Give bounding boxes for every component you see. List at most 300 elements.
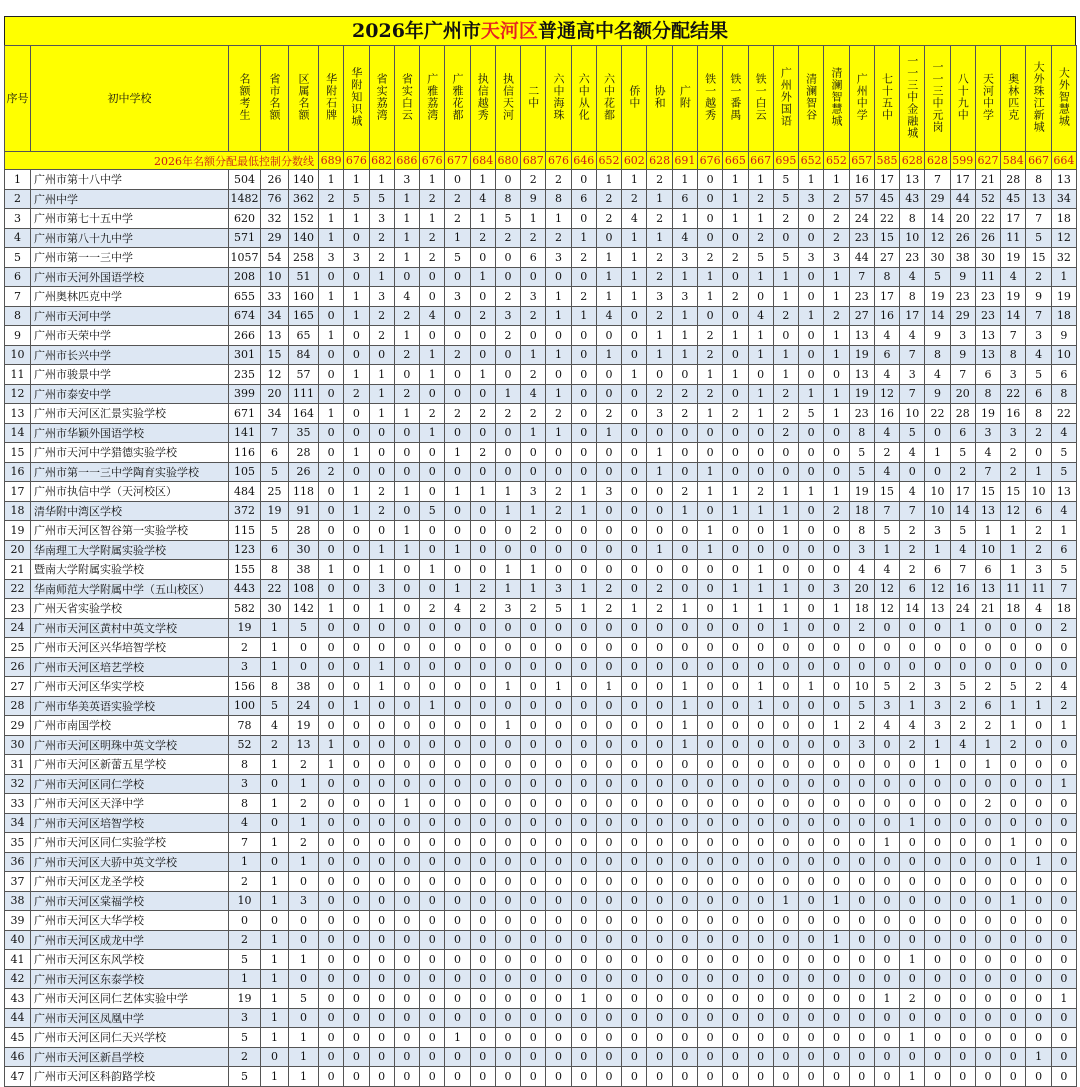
allocation-cell: 1 [1051,989,1076,1009]
allocation-cell: 0 [697,911,722,931]
min-score-cell: 646 [571,152,596,170]
allocation-cell: 4 [470,189,495,209]
allocation-cell: 0 [470,677,495,697]
allocation-cell: 0 [697,950,722,970]
allocation-cell: 0 [874,911,899,931]
row-number-cell: 11 [5,365,31,385]
allocation-cell: 0 [849,813,874,833]
allocation-cell: 0 [546,794,571,814]
min-score-cell: 665 [723,152,748,170]
district-quota-cell: 13 [289,735,319,755]
allocation-cell: 0 [1001,950,1026,970]
allocation-cell: 0 [445,501,470,521]
allocation-cell: 0 [975,638,1000,658]
allocation-cell: 0 [344,345,369,365]
allocation-cell: 1 [622,287,647,307]
allocation-cell: 1 [748,404,773,424]
allocation-cell: 0 [723,228,748,248]
allocation-cell: 0 [495,1028,520,1048]
allocation-cell: 0 [824,989,849,1009]
allocation-cell: 0 [445,560,470,580]
allocation-cell: 10 [975,540,1000,560]
allocation-cell: 0 [445,794,470,814]
min-score-cell: 686 [394,152,419,170]
allocation-cell: 0 [647,677,672,697]
allocation-cell: 0 [596,833,621,853]
allocation-cell: 0 [571,735,596,755]
allocation-cell: 0 [319,677,344,697]
allocation-cell: 23 [950,287,975,307]
allocation-cell: 0 [445,735,470,755]
allocation-cell: 0 [622,462,647,482]
quota-results-sheet [4,16,1076,1087]
allocation-cell: 8 [900,209,925,229]
allocation-cell: 3 [849,735,874,755]
allocation-cell: 2 [773,404,798,424]
allocation-cell: 0 [925,618,950,638]
allocation-cell: 0 [622,911,647,931]
allocation-cell: 0 [799,618,824,638]
allocation-cell: 0 [799,852,824,872]
school-name-cell: 广州市天河区明珠中英文学校 [31,735,229,755]
header-school-col: 广附 [672,46,697,152]
allocation-cell: 7 [900,384,925,404]
allocation-cell: 2 [596,209,621,229]
district-quota-cell: 140 [289,228,319,248]
allocation-cell: 2 [470,306,495,326]
allocation-cell: 0 [394,930,419,950]
allocation-cell: 0 [773,911,798,931]
allocation-cell: 3 [1026,560,1051,580]
allocation-cell: 0 [647,911,672,931]
allocation-cell: 0 [521,833,546,853]
row-number-cell: 14 [5,423,31,443]
allocation-cell: 4 [874,365,899,385]
allocation-cell: 0 [672,813,697,833]
allocation-cell: 0 [369,872,394,892]
allocation-cell: 0 [874,813,899,833]
allocation-cell: 4 [1051,423,1076,443]
allocation-cell: 0 [723,755,748,775]
allocation-cell: 1 [874,989,899,1009]
allocation-cell: 17 [950,170,975,190]
allocation-cell: 0 [622,1047,647,1067]
allocation-cell: 0 [445,267,470,287]
allocation-cell: 1 [697,404,722,424]
school-name-cell: 暨南大学附属实验学校 [31,560,229,580]
allocation-cell: 0 [344,872,369,892]
district-quota-cell: 1 [289,1067,319,1087]
allocation-cell: 0 [799,755,824,775]
allocation-cell: 0 [950,833,975,853]
allocation-cell: 23 [975,287,1000,307]
allocation-cell: 0 [748,794,773,814]
allocation-cell: 19 [1051,287,1076,307]
city-quota-cell: 10 [261,267,289,287]
allocation-cell: 5 [1051,462,1076,482]
allocation-cell: 0 [470,287,495,307]
quota-students-cell: 100 [229,696,261,716]
allocation-cell: 0 [647,735,672,755]
allocation-cell: 0 [1051,950,1076,970]
school-name-cell: 清华附中湾区学校 [31,501,229,521]
allocation-cell: 2 [824,501,849,521]
allocation-cell: 0 [697,969,722,989]
allocation-cell: 2 [900,521,925,541]
city-quota-cell: 54 [261,248,289,268]
allocation-cell: 3 [849,540,874,560]
allocation-cell: 0 [319,989,344,1009]
allocation-cell: 0 [369,1008,394,1028]
allocation-cell: 0 [874,618,899,638]
allocation-cell: 0 [748,930,773,950]
allocation-cell: 0 [495,618,520,638]
allocation-cell: 0 [874,735,899,755]
allocation-cell: 1 [748,384,773,404]
district-quota-cell: 111 [289,384,319,404]
allocation-cell: 0 [697,755,722,775]
allocation-cell: 22 [975,209,1000,229]
allocation-cell: 0 [596,443,621,463]
allocation-cell: 0 [571,1067,596,1087]
allocation-cell: 0 [420,462,445,482]
allocation-cell: 1 [622,228,647,248]
allocation-cell: 0 [824,521,849,541]
allocation-cell: 0 [697,501,722,521]
allocation-cell: 18 [1001,599,1026,619]
allocation-cell: 1 [394,794,419,814]
allocation-cell: 0 [571,521,596,541]
row-number-cell: 16 [5,462,31,482]
city-quota-cell: 5 [261,696,289,716]
allocation-cell: 2 [369,482,394,502]
city-quota-cell: 33 [261,287,289,307]
allocation-cell: 0 [748,423,773,443]
allocation-cell: 3 [874,696,899,716]
allocation-cell: 0 [495,1047,520,1067]
allocation-cell: 0 [697,930,722,950]
allocation-cell: 0 [647,365,672,385]
allocation-cell: 0 [849,911,874,931]
allocation-cell: 0 [571,833,596,853]
allocation-cell: 1 [773,345,798,365]
allocation-cell: 0 [521,755,546,775]
allocation-cell: 32 [1051,248,1076,268]
allocation-cell: 0 [697,579,722,599]
quota-students-cell: 3 [229,657,261,677]
allocation-cell: 0 [1026,618,1051,638]
row-number-cell: 29 [5,716,31,736]
allocation-cell: 0 [672,872,697,892]
allocation-cell: 2 [319,462,344,482]
allocation-cell: 19 [1001,248,1026,268]
allocation-cell: 1 [824,345,849,365]
allocation-cell: 0 [470,891,495,911]
allocation-cell: 2 [1026,267,1051,287]
allocation-cell: 1 [596,677,621,697]
allocation-cell: 0 [521,696,546,716]
allocation-cell: 1 [1051,716,1076,736]
district-quota-cell: 1 [289,852,319,872]
allocation-cell: 0 [925,833,950,853]
row-number-cell: 41 [5,950,31,970]
allocation-cell: 0 [546,950,571,970]
allocation-cell: 0 [824,677,849,697]
allocation-cell: 6 [975,696,1000,716]
allocation-cell: 0 [470,872,495,892]
allocation-cell: 0 [647,813,672,833]
allocation-cell: 1 [1026,1047,1051,1067]
allocation-cell: 0 [748,911,773,931]
allocation-cell: 0 [445,969,470,989]
allocation-cell: 1 [445,443,470,463]
allocation-cell: 0 [319,657,344,677]
allocation-cell: 1 [546,287,571,307]
allocation-cell: 0 [369,755,394,775]
allocation-cell: 2 [470,579,495,599]
allocation-cell: 0 [925,657,950,677]
allocation-cell: 0 [672,1028,697,1048]
allocation-cell: 0 [319,833,344,853]
allocation-cell: 1 [1001,521,1026,541]
school-name-cell: 广州市天河区同仁艺体实验中学 [31,989,229,1009]
allocation-cell: 0 [571,423,596,443]
allocation-cell: 0 [622,852,647,872]
allocation-cell: 4 [874,423,899,443]
allocation-cell: 0 [319,365,344,385]
allocation-cell: 0 [445,950,470,970]
allocation-cell: 0 [420,384,445,404]
allocation-cell: 0 [622,521,647,541]
allocation-cell: 0 [394,1008,419,1028]
allocation-cell: 0 [420,618,445,638]
allocation-cell: 10 [900,404,925,424]
allocation-cell: 0 [773,696,798,716]
allocation-cell: 1 [647,540,672,560]
allocation-cell: 3 [925,716,950,736]
allocation-cell: 1 [672,501,697,521]
allocation-cell: 27 [849,306,874,326]
allocation-cell: 0 [647,501,672,521]
allocation-cell: 0 [571,774,596,794]
row-number-cell: 25 [5,638,31,658]
allocation-cell: 1 [672,735,697,755]
city-quota-cell: 0 [261,911,289,931]
allocation-cell: 5 [950,443,975,463]
table-row [5,209,1077,229]
header-school-col: 铁一越秀 [697,46,722,152]
allocation-cell: 0 [925,638,950,658]
allocation-cell: 0 [849,1028,874,1048]
school-name-cell: 广州市天河区科韵路学校 [31,1067,229,1087]
allocation-cell: 1 [723,482,748,502]
allocation-cell: 0 [672,1008,697,1028]
quota-students-cell: 115 [229,521,261,541]
allocation-cell: 0 [748,365,773,385]
allocation-cell: 0 [799,716,824,736]
allocation-cell: 1 [571,228,596,248]
allocation-cell: 1 [647,326,672,346]
allocation-cell: 0 [799,462,824,482]
allocation-cell: 0 [596,560,621,580]
allocation-cell: 0 [723,306,748,326]
allocation-cell: 0 [344,716,369,736]
allocation-cell: 0 [1001,852,1026,872]
allocation-cell: 0 [748,521,773,541]
quota-students-cell: 571 [229,228,261,248]
allocation-cell: 0 [950,774,975,794]
allocation-cell: 0 [571,462,596,482]
allocation-cell: 0 [975,930,1000,950]
table-header-row [5,46,1077,152]
district-quota-cell: 258 [289,248,319,268]
allocation-cell: 2 [748,228,773,248]
allocation-cell: 0 [571,170,596,190]
quota-students-cell: 235 [229,365,261,385]
allocation-cell: 0 [394,911,419,931]
allocation-cell: 2 [521,404,546,424]
allocation-cell: 0 [975,969,1000,989]
allocation-cell: 0 [546,1008,571,1028]
allocation-cell: 0 [546,560,571,580]
row-number-cell: 3 [5,209,31,229]
allocation-cell: 0 [445,677,470,697]
allocation-cell: 0 [723,521,748,541]
allocation-cell: 2 [420,248,445,268]
row-number-cell: 2 [5,189,31,209]
allocation-cell: 0 [1026,950,1051,970]
allocation-cell: 3 [521,482,546,502]
allocation-cell: 1 [369,540,394,560]
allocation-cell: 0 [773,716,798,736]
allocation-cell: 16 [950,579,975,599]
allocation-cell: 17 [950,482,975,502]
allocation-cell: 3 [369,287,394,307]
allocation-cell: 0 [672,638,697,658]
allocation-cell: 0 [495,755,520,775]
allocation-cell: 0 [925,462,950,482]
allocation-cell: 0 [773,326,798,346]
allocation-cell: 12 [874,599,899,619]
row-number-cell: 43 [5,989,31,1009]
allocation-cell: 0 [874,774,899,794]
quota-students-cell: 484 [229,482,261,502]
city-quota-cell: 4 [261,716,289,736]
allocation-cell: 0 [900,1008,925,1028]
allocation-cell: 0 [344,930,369,950]
allocation-cell: 0 [748,969,773,989]
allocation-cell: 0 [799,365,824,385]
allocation-cell: 4 [900,443,925,463]
allocation-cell: 0 [1051,852,1076,872]
allocation-cell: 1 [900,1067,925,1087]
allocation-cell: 6 [900,579,925,599]
header-school-col: 协和 [647,46,672,152]
allocation-cell: 1 [344,443,369,463]
allocation-cell: 0 [1001,657,1026,677]
allocation-cell: 5 [849,696,874,716]
quota-students-cell: 399 [229,384,261,404]
allocation-cell: 0 [697,1047,722,1067]
district-quota-cell: 2 [289,794,319,814]
allocation-cell: 0 [521,1067,546,1087]
allocation-cell: 13 [975,326,1000,346]
allocation-cell: 8 [1026,170,1051,190]
allocation-cell: 14 [925,209,950,229]
allocation-cell: 18 [849,501,874,521]
allocation-cell: 0 [622,813,647,833]
allocation-cell: 0 [900,930,925,950]
allocation-cell: 0 [672,365,697,385]
allocation-cell: 0 [344,267,369,287]
allocation-cell: 0 [773,1008,798,1028]
allocation-cell: 1 [723,326,748,346]
allocation-cell: 0 [697,638,722,658]
allocation-cell: 1 [672,170,697,190]
table-row [5,189,1077,209]
allocation-cell: 1 [672,677,697,697]
table-row [5,540,1077,560]
allocation-cell: 1 [344,501,369,521]
min-score-cell: 652 [596,152,621,170]
header-school-col: 六中从化 [571,46,596,152]
city-quota-cell: 1 [261,950,289,970]
allocation-cell: 0 [596,813,621,833]
allocation-cell: 0 [495,345,520,365]
allocation-cell: 1 [344,306,369,326]
allocation-cell: 1 [773,287,798,307]
allocation-cell: 1 [824,599,849,619]
allocation-cell: 0 [495,989,520,1009]
allocation-cell: 0 [495,833,520,853]
allocation-cell: 0 [672,1047,697,1067]
allocation-cell: 1 [369,404,394,424]
header-school-col: 六中花都 [596,46,621,152]
allocation-cell: 3 [925,696,950,716]
allocation-cell: 0 [849,638,874,658]
min-score-cell: 627 [975,152,1000,170]
allocation-cell: 1 [723,365,748,385]
header-school-col: 大外智慧城 [1051,46,1076,152]
allocation-cell: 0 [900,638,925,658]
allocation-cell: 8 [495,189,520,209]
allocation-cell: 0 [394,696,419,716]
row-number-cell: 37 [5,872,31,892]
allocation-cell: 1 [824,384,849,404]
allocation-cell: 1 [799,306,824,326]
allocation-cell: 4 [874,560,899,580]
school-name-cell: 广州市天河区大华学校 [31,911,229,931]
allocation-cell: 1 [799,677,824,697]
allocation-cell: 0 [900,872,925,892]
allocation-cell: 0 [420,267,445,287]
city-quota-cell: 1 [261,638,289,658]
allocation-cell: 0 [420,774,445,794]
allocation-cell: 0 [394,423,419,443]
allocation-cell: 0 [470,618,495,638]
allocation-cell: 1 [773,521,798,541]
allocation-cell: 16 [1001,404,1026,424]
allocation-cell: 2 [445,345,470,365]
allocation-cell: 1 [748,267,773,287]
allocation-cell: 1 [344,365,369,385]
allocation-cell: 3 [824,248,849,268]
allocation-cell: 0 [319,911,344,931]
allocation-cell: 0 [546,755,571,775]
allocation-cell: 0 [748,618,773,638]
allocation-cell: 0 [925,794,950,814]
allocation-cell: 0 [1026,1028,1051,1048]
